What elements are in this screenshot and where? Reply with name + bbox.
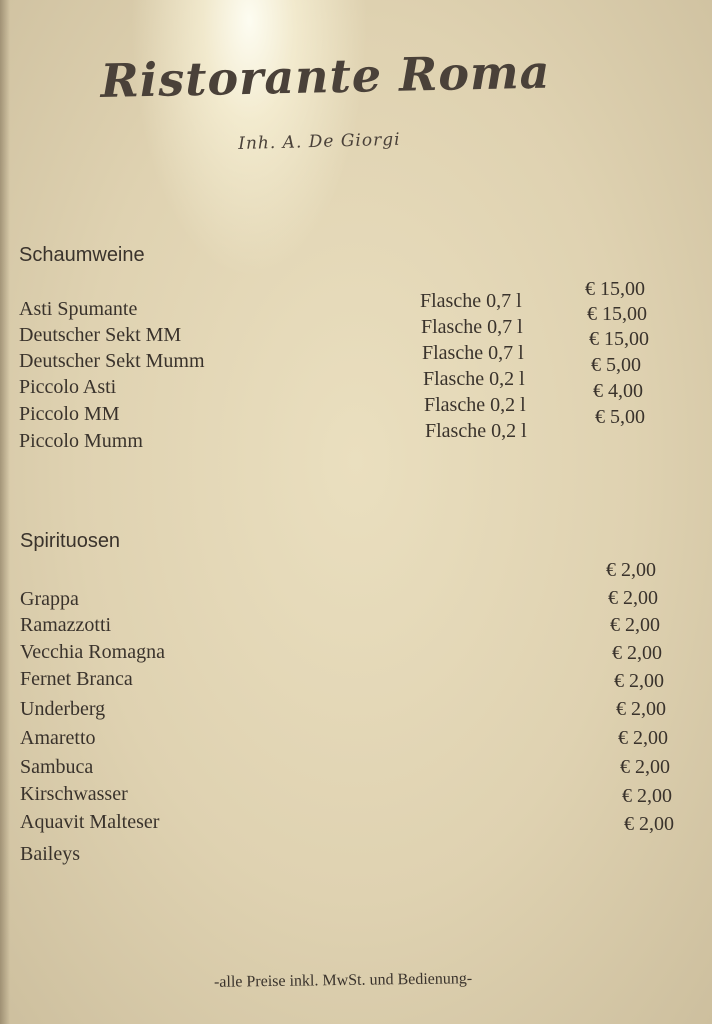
item-size: Flasche 0,7 l (422, 342, 524, 364)
item-size: Flasche 0,2 l (425, 420, 527, 442)
item-price: € 4,00 (593, 380, 643, 402)
item-price: € 5,00 (591, 354, 641, 376)
menu-item-row (0, 783, 712, 809)
item-price: € 2,00 (610, 614, 660, 636)
menu-item-row (0, 430, 712, 456)
item-price: € 2,00 (618, 727, 668, 749)
owner-subtitle: Inh. A. De Giorgi (238, 129, 401, 154)
menu-item-row (0, 614, 712, 640)
item-name: Grappa (20, 588, 79, 610)
page-edge-shadow (0, 0, 10, 1024)
item-price: € 2,00 (608, 587, 658, 609)
item-name: Ramazzotti (20, 614, 112, 636)
menu-item-row (0, 756, 712, 782)
item-size: Flasche 0,2 l (423, 368, 525, 390)
item-price: € 15,00 (589, 328, 649, 350)
item-price: € 15,00 (587, 303, 647, 325)
item-name: Fernet Branca (20, 668, 133, 690)
menu-item-row (0, 588, 712, 614)
item-price: € 15,00 (585, 278, 645, 300)
item-name: Baileys (20, 843, 80, 865)
item-size: Flasche 0,2 l (424, 394, 526, 416)
price-note: -alle Preise inkl. MwSt. und Bedienung- (213, 970, 473, 991)
item-name: Aquavit Malteser (20, 811, 160, 833)
item-price: € 2,00 (622, 785, 672, 807)
item-name: Deutscher Sekt MM (19, 324, 182, 346)
menu-item-row (0, 811, 712, 837)
item-name: Asti Spumante (19, 298, 138, 320)
item-name: Deutscher Sekt Mumm (19, 350, 205, 372)
item-name: Piccolo Mumm (19, 430, 143, 452)
item-price: € 2,00 (614, 670, 664, 692)
item-price: € 2,00 (616, 698, 666, 720)
menu-item-row (0, 843, 712, 869)
item-name: Piccolo Asti (19, 376, 117, 398)
item-name: Underberg (20, 698, 106, 720)
menu-item-row (0, 727, 712, 753)
item-price: € 2,00 (624, 813, 674, 835)
item-name: Vecchia Romagna (20, 641, 165, 663)
item-price: € 2,00 (612, 642, 662, 664)
item-size: Flasche 0,7 l (421, 316, 523, 338)
item-name: Kirschwasser (20, 783, 128, 805)
item-name: Piccolo MM (19, 403, 120, 425)
item-size: Flasche 0,7 l (420, 290, 522, 312)
restaurant-title: Ristorante Roma (100, 44, 551, 108)
section-heading-sparkling: Schaumweine (19, 244, 145, 266)
item-price: € 2,00 (620, 756, 670, 778)
menu-item-row (0, 698, 712, 724)
section-heading-spirits: Spirituosen (20, 530, 121, 552)
item-price: € 5,00 (595, 406, 645, 428)
menu-item-row (0, 668, 712, 694)
item-name: Sambuca (20, 756, 94, 778)
item-price: € 2,00 (606, 559, 656, 581)
menu-item-row (0, 641, 712, 667)
item-name: Amaretto (20, 727, 96, 749)
